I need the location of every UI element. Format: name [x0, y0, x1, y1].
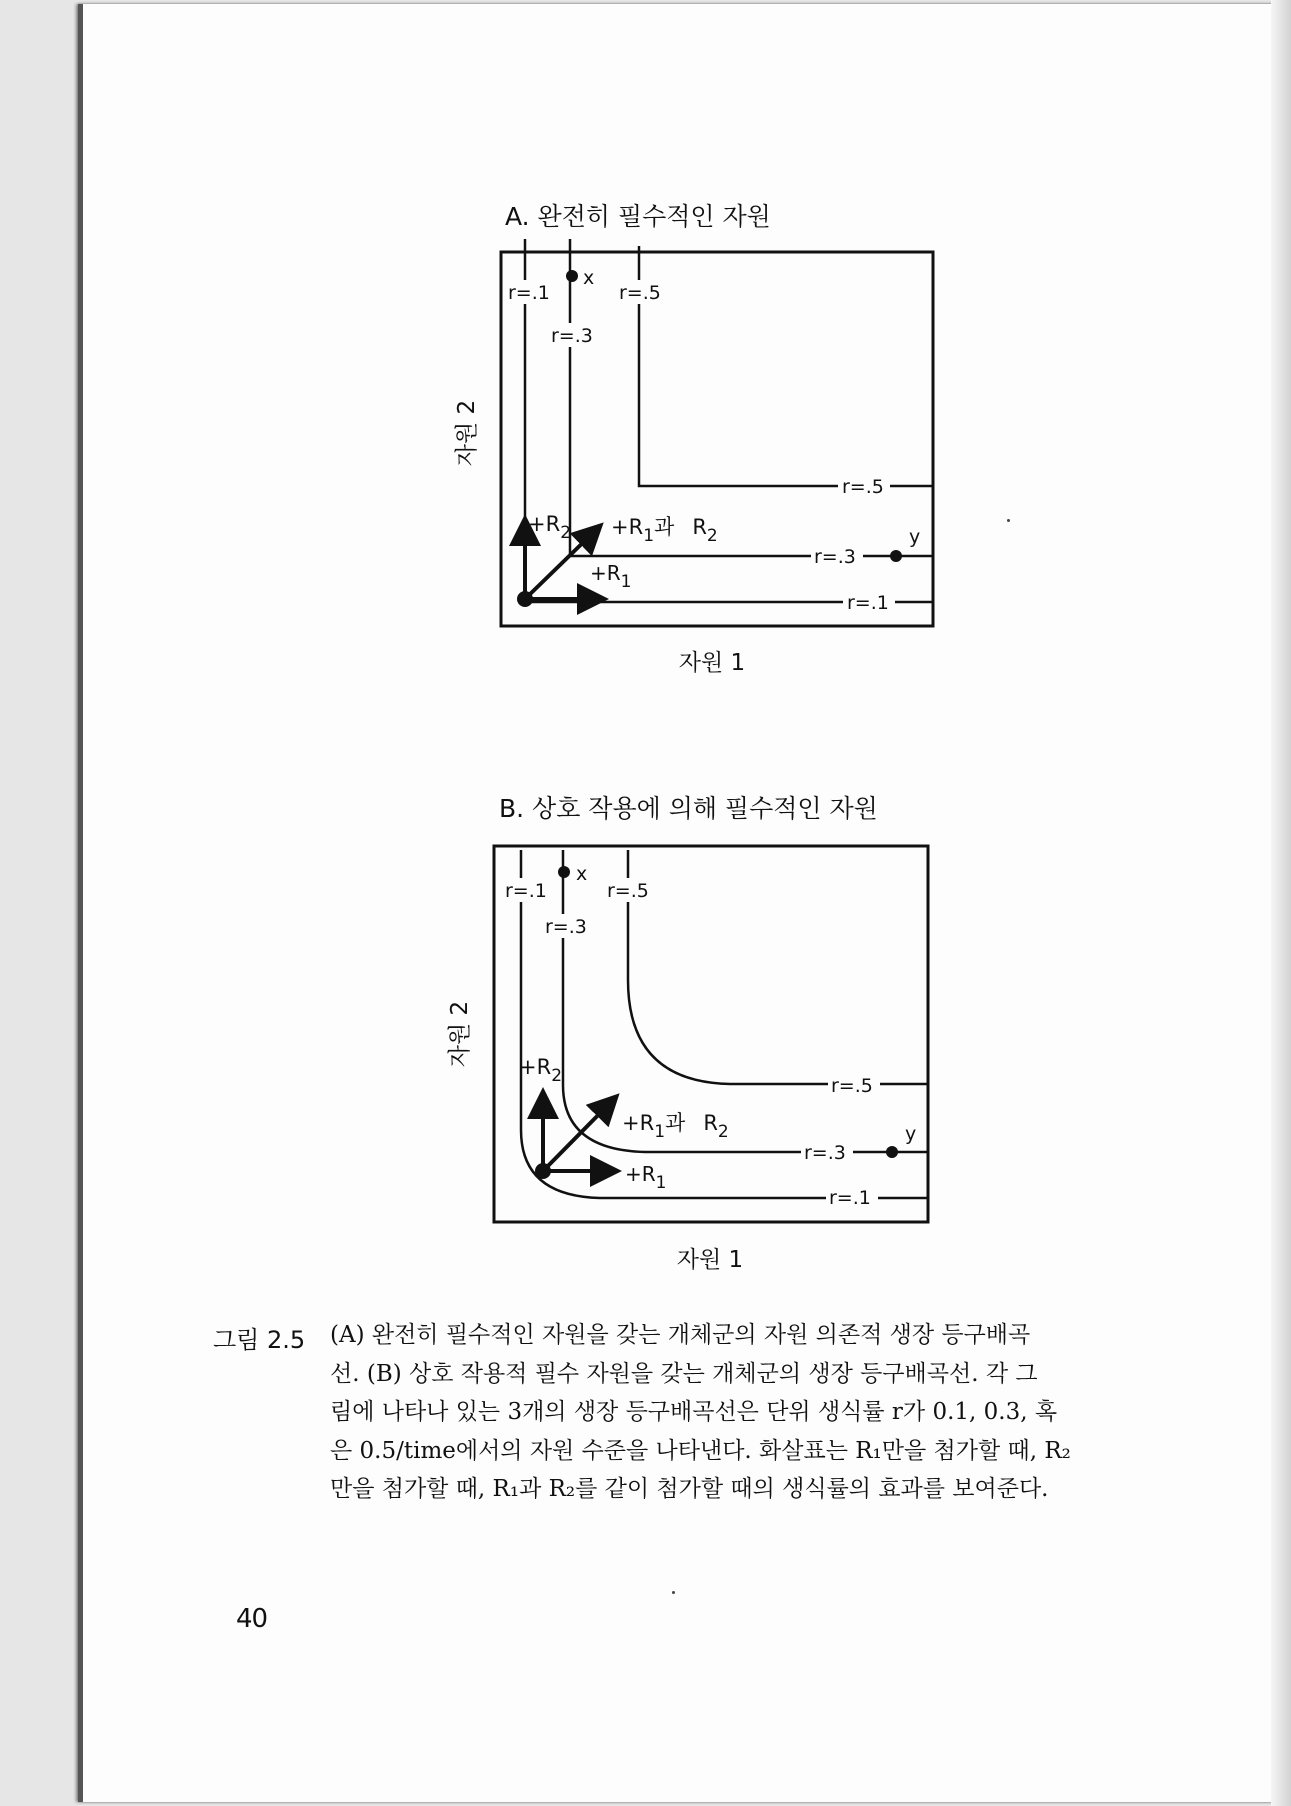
- figure-caption-body: [330, 1316, 1120, 1509]
- caption-line: 선. (B) 상호 작용적 필수 자원을 갖는 개체군의 생장 등구배곡선. 각 그: [330, 1360, 1038, 1387]
- label-y: y: [909, 526, 921, 548]
- label-plus-r1: $+R_1$: [625, 1162, 667, 1193]
- label-r1-right: r=.1: [829, 1187, 871, 1209]
- label-r5-top: r=.5: [607, 880, 649, 902]
- label-r3-right: r=.3: [814, 546, 856, 568]
- label-plus-r2: $+R_2$: [519, 1055, 563, 1086]
- point-x: [558, 866, 570, 878]
- page-number: 40: [236, 1604, 268, 1634]
- label-r1-top: r=.1: [508, 282, 550, 304]
- caption-line: 림에 나타나 있는 3개의 생장 등구배곡선은 단위 생식률 r가 0.1, 0.3, 혹: [330, 1399, 1058, 1425]
- label-r3-right: r=.3: [804, 1142, 846, 1164]
- label-r5-right: r=.5: [842, 476, 884, 498]
- figure-b-x-axis-label: 자원 1: [676, 1247, 744, 1273]
- label-plus-r1: $+R_1$: [590, 561, 632, 592]
- caption-line: 은 0.5/time에서의 자원 수준을 나타낸다. 화살표는 R₁만을 첨가할 때, R₂: [330, 1437, 1071, 1464]
- caption-line: 만을 첨가할 때, R₁과 R₂를 같이 첨가할 때의 생식률의 효과를 보여준다.: [330, 1476, 1049, 1502]
- label-r5-right: r=.5: [831, 1075, 873, 1097]
- label-plus-r1-and-r2: $+R_1$과 $R_2$: [622, 1111, 729, 1142]
- figure-b-title: B. 상호 작용에 의해 필수적인 자원: [499, 794, 878, 823]
- figure-caption-label: 그림 2.5: [213, 1326, 306, 1354]
- label-r1-right: r=.1: [847, 592, 889, 614]
- label-r3-top: r=.3: [545, 916, 587, 938]
- scan-speck: [1007, 519, 1010, 522]
- scan-speck: [672, 1591, 675, 1594]
- label-y: y: [905, 1123, 917, 1145]
- isocline-r-0.5: [628, 850, 927, 1084]
- figure-a-title: A. 완전히 필수적인 자원: [505, 202, 771, 231]
- figure-a-x-axis-label: 자원 1: [678, 650, 746, 676]
- label-x: x: [583, 267, 595, 289]
- point-y: [886, 1146, 898, 1158]
- label-r1-top: r=.1: [505, 880, 547, 902]
- isocline-r-0.1: [521, 850, 927, 1198]
- arrow-plus-r1-and-r2: [543, 1099, 614, 1171]
- figure-b-y-axis-label: 자원 2: [447, 1000, 473, 1068]
- caption-line: (A) 완전히 필수적인 자원을 갖는 개체군의 자원 의존적 생장 등구배곡: [330, 1322, 1031, 1348]
- label-plus-r2: $+R_2$: [528, 512, 572, 543]
- figure-a-y-axis-label: 자원 2: [454, 399, 480, 467]
- label-r3-top: r=.3: [551, 325, 593, 347]
- label-plus-r1-and-r2: $+R_1$과 $R_2$: [611, 515, 718, 546]
- figure-b-frame: [494, 846, 928, 1222]
- label-x: x: [576, 863, 588, 885]
- label-r5-top: r=.5: [619, 282, 661, 304]
